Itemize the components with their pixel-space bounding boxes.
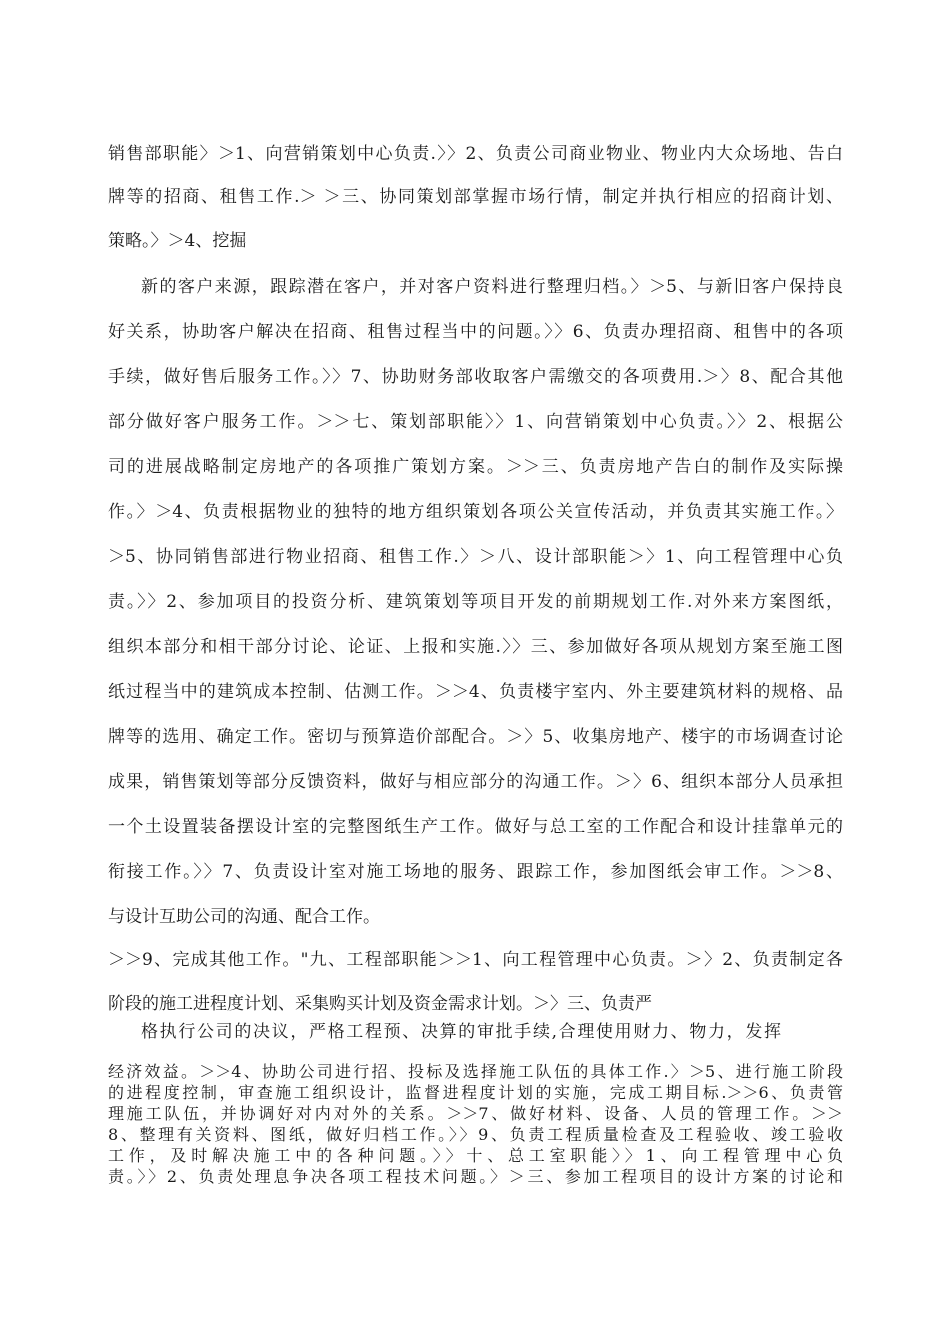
text-line: 新的客户来源，跟踪潜在客户，并对客户资料进行整理归档。〉＞5、与新旧客户保持良: [141, 277, 843, 297]
text-line: 格执行公司的决议，严格工程预、决算的审批手续,合理使用财力、物力，发挥: [141, 1022, 781, 1042]
text-line: ＞5、协同销售部进行物业招商、租售工作.〉＞八、设计部职能＞〉1、向工程管理中心负: [108, 547, 843, 567]
text-line: 纸过程当中的建筑成本控制、估测工作。＞＞4、负责楼宇室内、外主要建筑材料的规格、品: [108, 682, 843, 702]
text-line: 理施工队伍，并协调好对内对外的关系。＞＞7、做好材料、设备、人员的管理工作。＞＞: [108, 1105, 843, 1123]
text-line: 策略。〉＞4、挖掘: [108, 231, 247, 251]
text-line: 组织本部分和相干部分讨论、论证、上报和实施.〉〉三、参加做好各项从规划方案至施工图: [108, 637, 843, 657]
text-line: 责。〉〉2、参加项目的投资分析、建筑策划等项目开发的前期规划工作.对外来方案图纸，: [108, 592, 843, 612]
text-line: 衔接工作。〉〉7、负责设计室对施工场地的服务、跟踪工作，参加图纸会审工作。＞＞8、: [108, 862, 843, 882]
text-line: 8、整理有关资料、图纸，做好归档工作。〉〉9、负责工程质量检查及工程验收、竣工验收: [108, 1126, 843, 1144]
text-line: 责。〉〉2、负责处理息争决各项工程技术问题。〉＞三、参加工程项目的设计方案的讨论和: [108, 1168, 843, 1186]
text-line: 司的进展战略制定房地产的各项推广策划方案。＞＞三、负责房地产告白的制作及实际操: [108, 457, 843, 477]
text-line: 一个土设置装备摆设计室的完整图纸生产工作。做好与总工室的工作配合和设计挂靠单元的: [108, 817, 843, 837]
text-line: 工作，及时解决施工中的各种问题。〉〉十、总工室职能〉〉1、向工程管理中心负: [108, 1147, 843, 1165]
text-line: 与设计互助公司的沟通、配合工作。: [108, 907, 380, 927]
text-line: 阶段的施工进程度计划、采集购买计划及资金需求计划。＞〉三、负责严: [108, 994, 652, 1014]
text-line: 部分做好客户服务工作。＞＞七、策划部职能〉〉1、向营销策划中心负责。〉〉2、根据公: [108, 412, 843, 432]
text-line: 好关系，协助客户解决在招商、租售过程当中的问题。〉〉6、负责办理招商、租售中的各项: [108, 322, 843, 342]
text-line: 的进程度控制，审查施工组织设计，监督进程度计划的实施，完成工期目标.＞＞6、负责管: [108, 1084, 843, 1102]
text-line: 手续，做好售后服务工作。〉〉7、协助财务部收取客户需缴交的各项费用.＞〉8、配合其他: [108, 367, 843, 387]
text-line: 牌等的选用、确定工作。密切与预算造价部配合。＞〉5、收集房地产、楼宇的市场调查讨论: [108, 727, 843, 747]
text-line: 销售部职能〉＞1、向营销策划中心负责.〉〉2、负责公司商业物业、物业内大众场地、告白: [108, 144, 843, 164]
text-line: 成果，销售策划等部分反馈资料，做好与相应部分的沟通工作。＞〉6、组织本部分人员承担: [108, 772, 843, 792]
text-line: 经济效益。＞＞4、协助公司进行招、投标及选择施工队伍的具体工作.〉＞5、进行施工阶段: [108, 1063, 843, 1081]
text-line: ＞＞9、完成其他工作。"九、工程部职能＞＞1、向工程管理中心负责。＞〉2、负责制定各: [108, 950, 843, 970]
text-line: 牌等的招商、租售工作.＞ ＞三、协同策划部掌握市场行情，制定并执行相应的招商计划、: [108, 187, 843, 207]
text-line: 作。〉＞4、负责根据物业的独特的地方组织策划各项公关宣传活动，并负责其实施工作。〉: [108, 502, 843, 522]
